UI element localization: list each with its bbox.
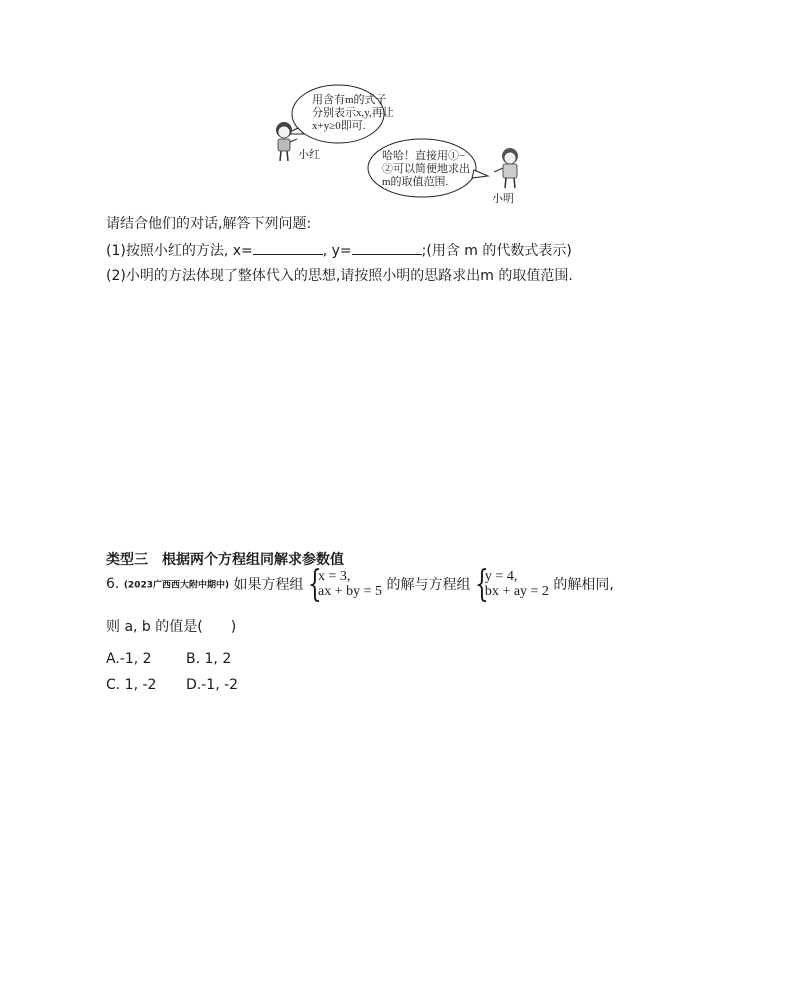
girl-bubble-line-1: 用含有m的式子	[312, 94, 387, 106]
option-b[interactable]: B. 1, 2	[186, 651, 232, 667]
question-2: (2)小明的方法体现了整体代入的思想,请按照小明的思路求出m 的取值范围.	[106, 268, 573, 284]
question-6-text-c: 的解相同,	[553, 577, 614, 593]
question-1-part-c: ;(用含 m 的代数式表示)	[421, 243, 572, 259]
question-6	[106, 564, 614, 607]
x-answer-blank[interactable]	[253, 241, 323, 255]
question-1	[106, 241, 572, 260]
question-1-part-a: (1)按照小红的方法, x=	[106, 243, 253, 259]
boy-bubble-line-2: ②可以简便地求出	[382, 163, 470, 175]
option-c[interactable]: C. 1, -2	[106, 677, 157, 693]
girl-bubble-line-2: 分别表示x,y,再让	[312, 107, 394, 119]
question-6-number: 6.	[106, 576, 120, 592]
boy-figure	[494, 148, 518, 188]
illustration-drawing	[262, 84, 532, 208]
equation-system-2	[474, 564, 549, 605]
problem-intro: 请结合他们的对话,解答下列问题:	[106, 216, 312, 232]
brace-2: {	[474, 564, 489, 605]
brace-1: {	[308, 564, 322, 605]
system-2-line-1: y = 4,	[484, 569, 518, 584]
option-d[interactable]: D.-1, -2	[186, 677, 239, 693]
dialogue-illustration	[262, 84, 532, 208]
girl-name-label: 小红	[298, 148, 320, 161]
question-1-part-b: , y=	[322, 243, 352, 259]
y-answer-blank[interactable]	[352, 241, 422, 255]
option-a[interactable]: A.-1, 2	[106, 651, 152, 667]
system-2-line-2: bx + ay = 2	[484, 584, 549, 599]
question-6-text-a: 如果方程组	[233, 577, 304, 593]
system-1-line-2: ax + by = 5	[318, 584, 383, 599]
section-heading: 类型三 根据两个方程组同解求参数值	[106, 552, 344, 568]
system-1-line-1: x = 3,	[318, 569, 351, 584]
question-6-text-b: 的解与方程组	[386, 577, 471, 593]
girl-figure	[276, 122, 297, 161]
question-6-text-d: 则 a, b 的值是( )	[106, 619, 237, 635]
boy-name-label: 小明	[492, 192, 514, 205]
equation-system-1	[308, 564, 383, 605]
question-6-source: (2023广西西大附中期中)	[123, 580, 230, 591]
boy-bubble-line-1: 哈哈！直接用①−	[382, 150, 466, 162]
girl-bubble-line-3: x+y≥0即可.	[312, 120, 366, 132]
boy-bubble-line-3: m的取值范围.	[382, 176, 449, 188]
